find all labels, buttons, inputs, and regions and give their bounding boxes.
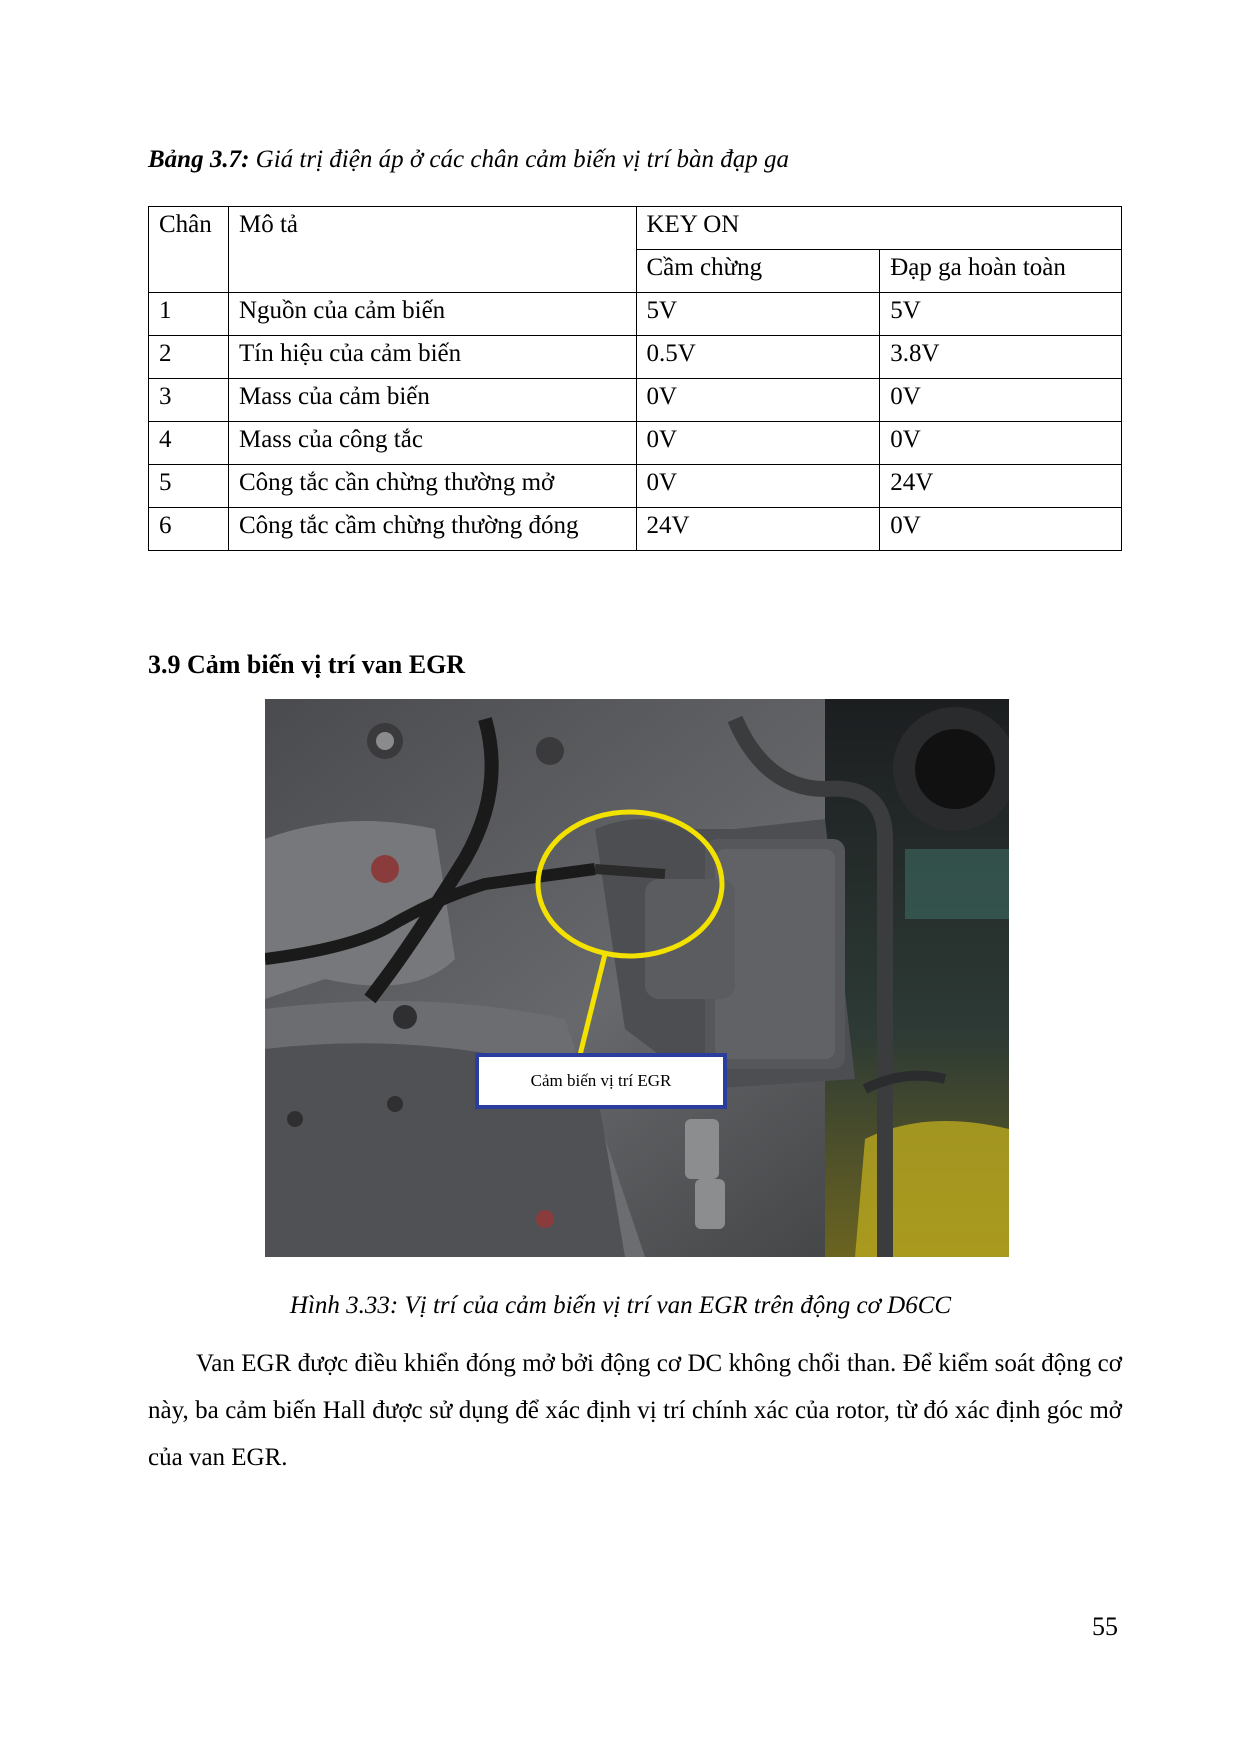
cell-full: 0V <box>880 508 1122 551</box>
table-row <box>149 422 1122 465</box>
engine-photo <box>265 699 1009 1257</box>
cell-full: 24V <box>880 465 1122 508</box>
table-caption-label: Bảng 3.7: <box>148 146 250 173</box>
header-pin: Chân <box>149 207 229 293</box>
cell-description: Mass của công tắc <box>228 422 636 465</box>
cell-full: 5V <box>880 293 1122 336</box>
cell-full: 0V <box>880 422 1122 465</box>
figure-caption: Hình 3.33: Vị trí của cảm biến vị trí van EGR trên động cơ D6CC <box>289 1292 952 1319</box>
table-row <box>149 293 1122 336</box>
header-full-throttle: Đạp ga hoàn toàn <box>880 250 1122 293</box>
cell-idle: 0.5V <box>636 336 880 379</box>
cell-description: Tín hiệu của cảm biến <box>228 336 636 379</box>
cell-description: Công tắc cầm chừng thường đóng <box>228 508 636 551</box>
table-row <box>149 336 1122 379</box>
cell-pin: 3 <box>149 379 229 422</box>
voltage-table <box>148 206 1122 551</box>
table-header-row <box>149 207 1122 250</box>
paragraph-text: Van EGR được điều khiển đóng mở bởi động cơ DC không chổi than. Để kiểm soát động cơ này, ba cảm biến Hall được sử dụng để xác định vị trí chính xác của rotor, từ đó xác định góc mở của van EGR. <box>148 1350 1122 1471</box>
sensor-callout: Cảm biến vị trí EGR <box>475 1053 727 1109</box>
engine-photo-illustration <box>265 699 1009 1257</box>
cell-idle: 0V <box>636 465 880 508</box>
header-idle: Cầm chừng <box>636 250 880 293</box>
cell-pin: 4 <box>149 422 229 465</box>
cell-pin: 5 <box>149 465 229 508</box>
cell-pin: 6 <box>149 508 229 551</box>
cell-idle: 24V <box>636 508 880 551</box>
section-heading: 3.9 Cảm biến vị trí van EGR <box>148 650 466 679</box>
cell-full: 3.8V <box>880 336 1122 379</box>
cell-description: Mass của cảm biến <box>228 379 636 422</box>
header-key-on: KEY ON <box>636 207 1122 250</box>
cell-pin: 1 <box>149 293 229 336</box>
body-paragraph <box>148 1340 1122 1481</box>
cell-full: 0V <box>880 379 1122 422</box>
cell-idle: 0V <box>636 422 880 465</box>
header-description: Mô tả <box>228 207 636 293</box>
table-row <box>149 379 1122 422</box>
page-number: 55 <box>1092 1612 1118 1641</box>
cell-pin: 2 <box>149 336 229 379</box>
table-row <box>149 508 1122 551</box>
cell-idle: 0V <box>636 379 880 422</box>
table-caption-text: Giá trị điện áp ở các chân cảm biến vị trí bàn đạp ga <box>249 146 790 173</box>
table-row <box>149 465 1122 508</box>
cell-idle: 5V <box>636 293 880 336</box>
table-caption <box>148 146 789 174</box>
cell-description: Nguồn của cảm biến <box>228 293 636 336</box>
cell-description: Công tắc cần chừng thường mở <box>228 465 636 508</box>
